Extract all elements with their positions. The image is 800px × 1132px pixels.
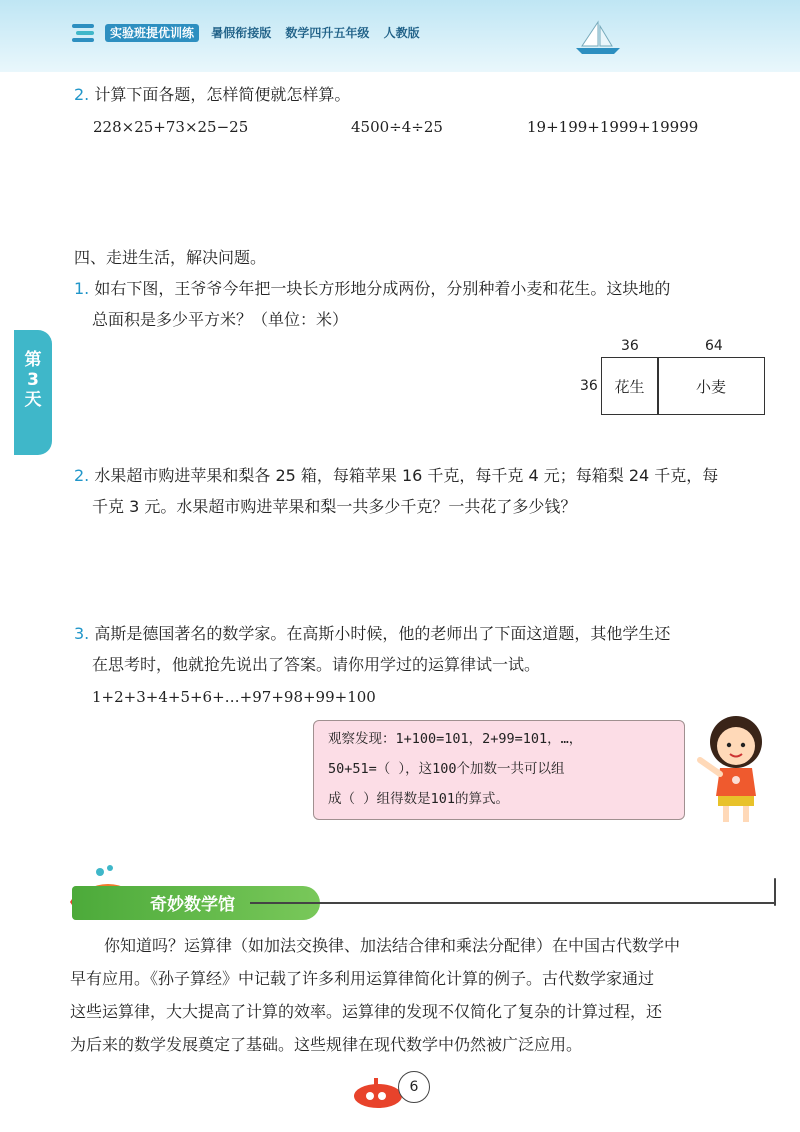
p2-text-1: 水果超市购进苹果和梨各 25 箱，每箱苹果 16 千克，每千克 4 元；每箱梨 24 千克，每 — [94, 466, 719, 485]
fact-line-3: 这些运算律，大大提高了计算的效率。运算律的发现不仅简化了复杂的计算过程，还 — [70, 1002, 663, 1021]
field-top-left-length: 36 — [621, 338, 639, 354]
girl-character-icon — [690, 712, 780, 824]
header-publisher: 人教版 — [383, 26, 420, 40]
tab-char-1: 第 — [24, 350, 42, 370]
p1-number: 1. — [74, 279, 90, 298]
q2-expr-3: 19+199+1999+19999 — [527, 118, 699, 136]
q2-prompt — [74, 80, 350, 110]
field-diagram — [601, 357, 765, 415]
field-top-right-length: 64 — [705, 338, 723, 354]
day-side-tab — [14, 330, 52, 455]
p3-text-1: 高斯是德国著名的数学家。在高斯小时候，他的老师出了下面这道题，其他学生还 — [94, 624, 671, 643]
fact-line-4: 为后来的数学发展奠定了基础。这些规律在现代数学中仍然被广泛应用。 — [70, 1035, 583, 1054]
p2-line-1 — [74, 461, 718, 491]
header-title — [105, 24, 430, 41]
banner-rule-end — [774, 878, 776, 906]
header-grade: 数学四升五年级 — [285, 26, 370, 40]
p1-line-2: 总面积是多少平方米？（单位：米） — [92, 310, 349, 329]
series-badge: 实验班提优训练 — [105, 24, 199, 42]
book-logo-icon — [70, 20, 98, 44]
banner-rule — [250, 902, 775, 904]
field-side-length: 36 — [580, 378, 598, 394]
field-cell-peanut: 花生 — [614, 377, 645, 396]
sailboat-icon — [568, 18, 628, 58]
q2-number: 2. — [74, 85, 90, 104]
p3-line-2: 在思考时，他就抢先说出了答案。请你用学过的运算律试一试。 — [92, 655, 541, 674]
bubble-line-3: 成（ ）组得数是101的算式。 — [328, 791, 510, 807]
bubble-line-2: 50+51=（ ），这100个加数一共可以组 — [328, 761, 565, 777]
q2-expr-2: 4500÷4÷25 — [351, 118, 443, 136]
p1-text-1: 如右下图，王爷爷今年把一块长方形地分成两份，分别种着小麦和花生。这块地的 — [94, 279, 671, 298]
tab-char-3: 天 — [24, 390, 42, 410]
fun-math-hall-title: 奇妙数学馆 — [150, 895, 235, 915]
page-number: 6 — [398, 1071, 430, 1103]
q2-text: 计算下面各题，怎样简便就怎样算。 — [94, 85, 351, 104]
p3-number: 3. — [74, 624, 90, 643]
observation-bubble — [313, 720, 685, 820]
tab-char-2: 3 — [27, 370, 39, 390]
q2-expr-1: 228×25+73×25−25 — [93, 118, 249, 136]
p2-line-2: 千克 3 元。水果超市购进苹果和梨一共多少千克？一共花了多少钱？ — [92, 497, 577, 516]
gauss-sum-expression: 1+2+3+4+5+6+…+97+98+99+100 — [92, 688, 376, 706]
p1-line-1 — [74, 274, 670, 304]
field-cell-wheat: 小麦 — [695, 377, 726, 396]
fact-line-1: 你知道吗？运算律（如加法交换律、加法结合律和乘法分配律）在中国古代数学中 — [104, 936, 681, 955]
section-four-title: 四、走进生活，解决问题。 — [74, 248, 267, 267]
p3-line-1 — [74, 619, 670, 649]
header-edition: 暑假衔接版 — [211, 26, 272, 40]
fact-line-2: 早有应用。《孙子算经》中记载了许多利用运算律简化计算的例子。古代数学家通过 — [70, 969, 655, 988]
bubble-line-1: 观察发现：1+100=101，2+99=101，…， — [328, 731, 583, 747]
p2-number: 2. — [74, 466, 90, 485]
